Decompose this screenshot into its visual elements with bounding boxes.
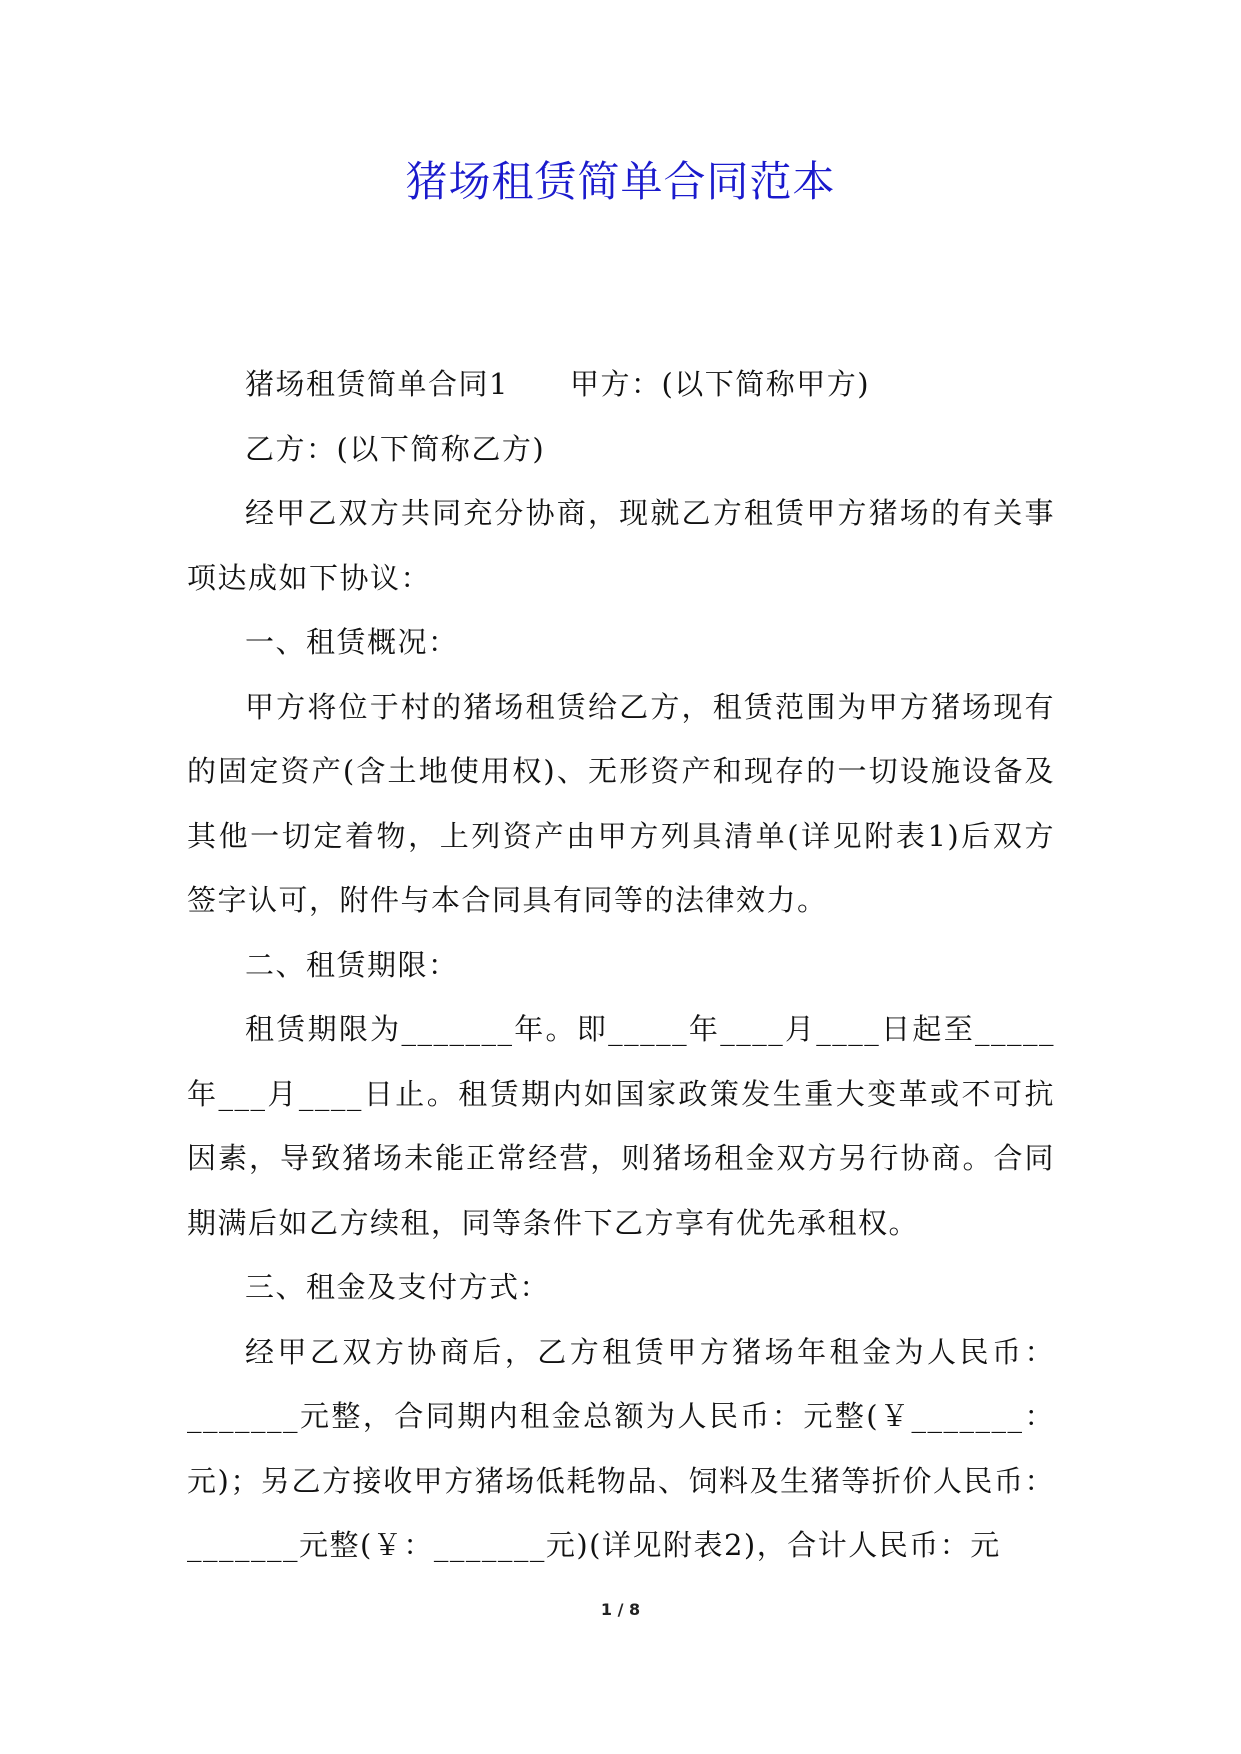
- paragraph-overview: 甲方将位于村的猪场租赁给乙方，租赁范围为甲方猪场现有的固定资产(含土地使用权)、无形资产和现存的一切设施设备及其他一切定着物，上列资产由甲方列具清单(详见附表1)后双方签字认可，附件与本合同具有同等的法律效力。: [187, 689, 1055, 917]
- page-number: 1 / 8: [600, 1600, 641, 1619]
- paragraph-rent: 经甲乙双方协商后，乙方租赁甲方猪场年租金为人民币：_______元整，合同期内租金总额为人民币：元整(￥_______：元)；另乙方接收甲方猪场低耗物品、饲料及生猪等折价人民币：_______元整(￥：_______元)(详见附表2)，合计人民币：元: [187, 1334, 1055, 1562]
- section-heading-overview: 一、租赁概况：: [245, 625, 459, 659]
- paragraph-party-b: 乙方：(以下简称乙方): [245, 431, 546, 466]
- paragraph-party-a: 猪场租赁简单合同1 甲方：(以下简称甲方): [245, 367, 871, 401]
- document-body: [187, 352, 1055, 1578]
- paragraph-preamble: 经甲乙双方共同充分协商，现就乙方租赁甲方猪场的有关事项达成如下协议：: [187, 496, 1055, 595]
- section-heading-term: 二、租赁期限：: [245, 947, 459, 982]
- paragraph-term: 租赁期限为_______年。即_____年____月____日起至_____年___月____日止。租赁期内如国家政策发生重大变革或不可抗因素，导致猪场未能正常经营，则猪场租金双方另行协商。合同期满后如乙方续租，同等条件下乙方享有优先承租权。: [187, 1012, 1055, 1240]
- document-title: 猪场租赁简单合同范本: [405, 157, 836, 206]
- section-heading-rent: 三、租金及支付方式：: [245, 1270, 551, 1304]
